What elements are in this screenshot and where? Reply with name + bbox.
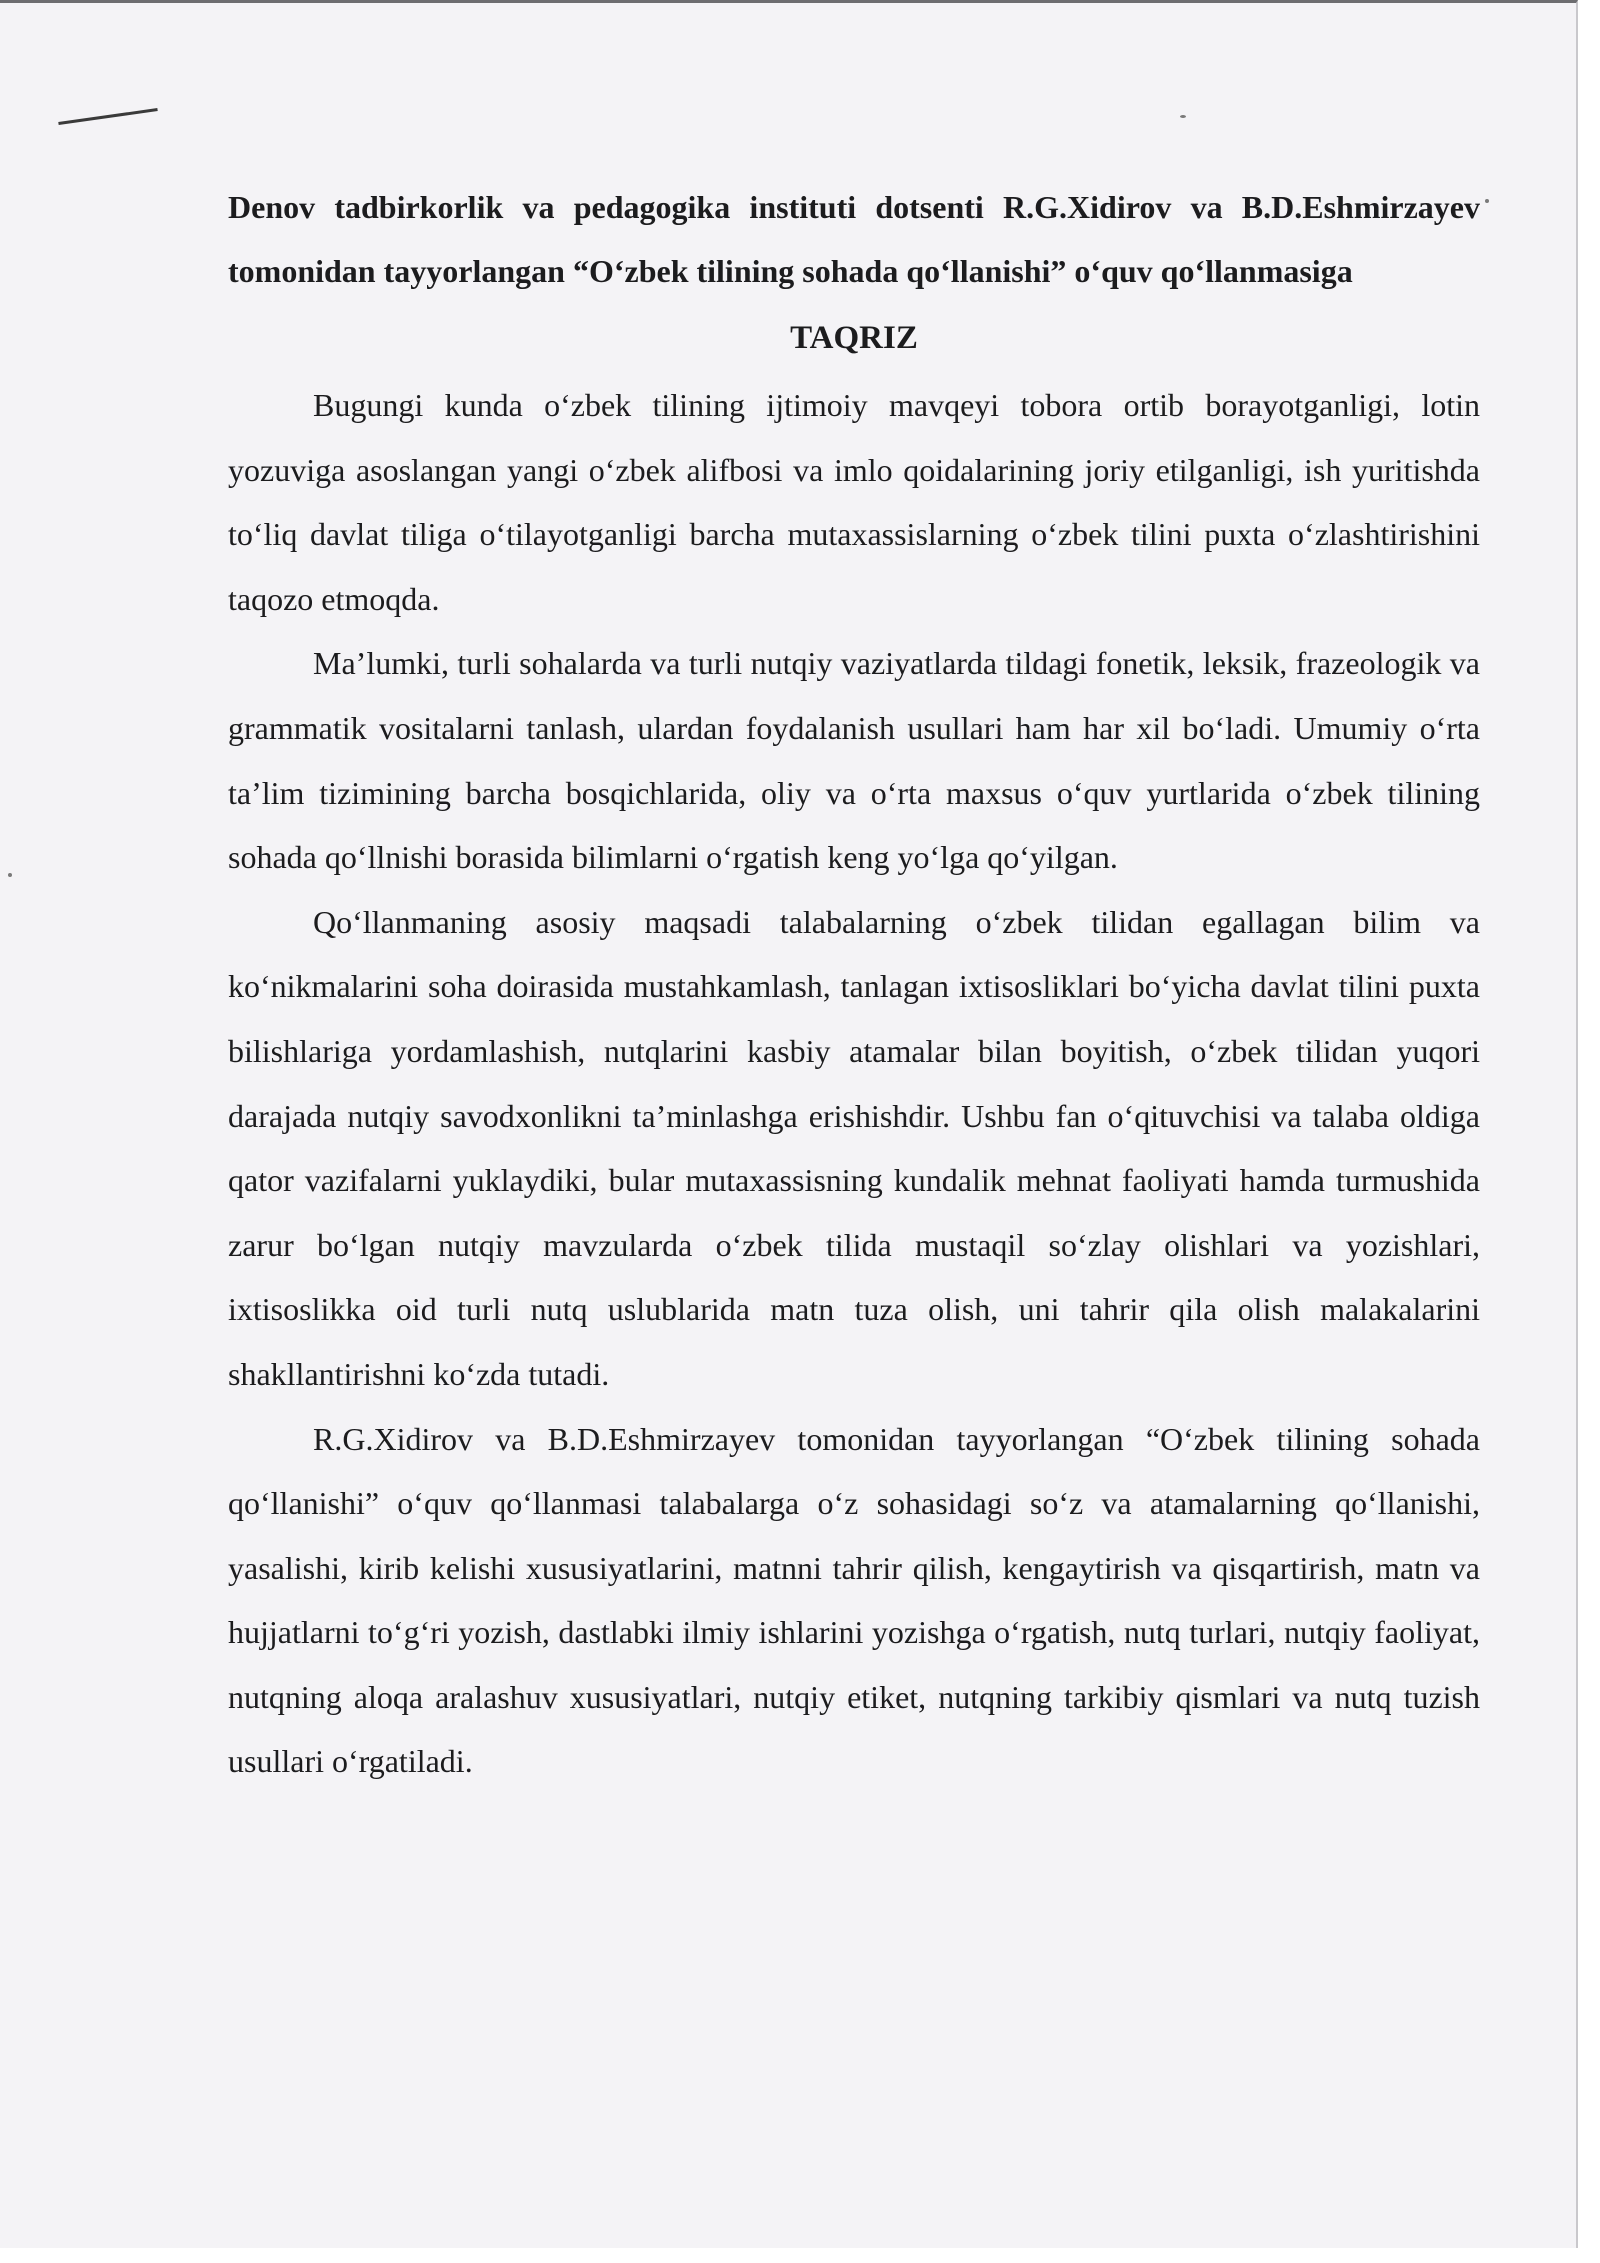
scan-speck [1485,199,1489,203]
scan-pen-mark [58,108,157,125]
scan-speck [8,873,12,877]
review-document [228,175,1480,1794]
document-title: TAQRIZ [790,320,918,356]
scan-speck [1180,115,1186,118]
paragraph-3: Qo‘llanmaning asosiy maqsadi talabalarning o‘zbek tilidan egallagan bilim va ko‘nikmalarini soha doirasida mustahkamlash, tanlagan ixtisosliklari bo‘yicha davlat tilini puxta bilishlariga yordamlashish, nutqlarini kasbiy atamalar bilan boyitish, o‘zbek tilidan yuqori darajada nutqiy savodxonlikni ta’minlashga erishishdir. Ushbu fan o‘qituvchisi va talaba oldiga qator vazifalarni yuklaydiki, bular mutaxassisning kundalik mehnat faoliyati hamda turmushida zarur bo‘lgan nutqiy mavzularda o‘zbek tilida mustaqil so‘zlay olishlari va yozishlari, ixtisoslikka oid turli nutq uslublarida matn tuza olish, uni tahrir qila olish malakalarini shakllantirishni ko‘zda tutadi. [228,903,1480,1392]
document-heading: Denov tadbirkorlik va pedagogika instituti dotsenti R.G.Xidirov va B.D.Eshmirzayev tomonidan tayyorlangan “O‘zbek tilining sohada qo‘llanishi” o‘quv qo‘llanmasiga [228,189,1480,289]
paragraph-4: R.G.Xidirov va B.D.Eshmirzayev tomonidan tayyorlangan “O‘zbek tilining sohada qo‘llanishi” o‘quv qo‘llanmasi talabalarga o‘z sohasidagi so‘z va atamalarning qo‘llanishi, yasalishi, kirib kelishi xususiyatlarini, matnni tahrir qilish, kengaytirish va qisqartirish, matn va hujjatlarni to‘g‘ri yozish, dastlabki ilmiy ishlarini yozishga o‘rgatish, nutq turlari, nutqiy faoliyat, nutqning aloqa aralashuv xususiyatlari, nutqiy etiket, nutqning tarkibiy qismlari va nutq tuzish usullari o‘rgatiladi. [228,1420,1480,1780]
paragraph-1: Bugungi kunda o‘zbek tilining ijtimoiy mavqeyi tobora ortib borayotganligi, lotin yozuviga asoslangan yangi o‘zbek alifbosi va imlo qoidalarining joriy etilganligi, ish yuritishda to‘liq davlat tiliga o‘tilayotganligi barcha mutaxassislarning o‘zbek tilini puxta o‘zlashtirishini taqozo etmoqda. [228,387,1480,617]
paragraph-2: Ma’lumki, turli sohalarda va turli nutqiy vaziyatlarda tildagi fonetik, leksik, frazeologik va grammatik vositalarni tanlash, ulardan foydalanish usullari ham har xil bo‘ladi. Umumiy o‘rta ta’lim tizimining barcha bosqichlarida, oliy va o‘rta maxsus o‘quv yurtlarida o‘zbek tilining sohada qo‘llnishi borasida bilimlarni o‘rgatish keng yo‘lga qo‘yilgan. [228,645,1480,876]
